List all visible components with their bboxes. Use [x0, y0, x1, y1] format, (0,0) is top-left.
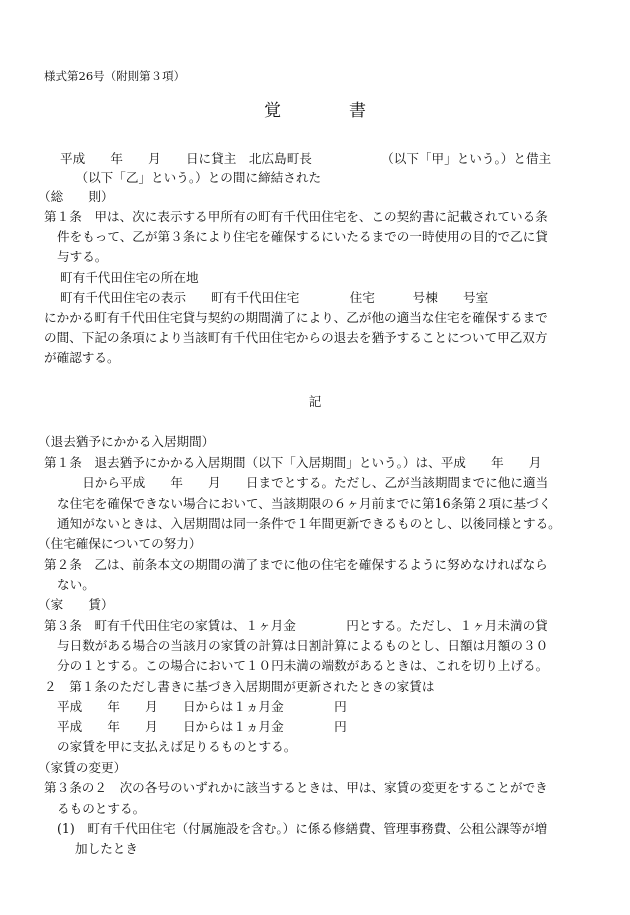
rent-line: 平成 年 月 日からは１ヵ月金 円	[57, 719, 347, 734]
article-line: 第１条 甲は、次に表示する甲所有の町有千代田住宅を、この契約書に記載されている条	[44, 209, 548, 224]
article-line: ２ 第１条のただし書きに基づき入居期間が更新されたときの家賃は	[44, 679, 435, 694]
section-heading: （退去猶予にかかる入居期間）	[38, 434, 215, 449]
article-line: 分の１とする。この場合において１０円未満の端数があるときは、これを切り上げる。	[57, 658, 549, 673]
rent-line: 平成 年 月 日からは１ヵ月金 円	[57, 699, 347, 714]
list-item: 加したとき	[75, 841, 138, 856]
article-line: 件をもって、乙が第３条により住宅を確保するにいたるまでの一時使用の目的で乙に貸	[57, 229, 548, 244]
article-line: 第２条 乙は、前条本文の期間の満了までに他の住宅を確保するように努めなければなら	[44, 557, 548, 572]
section-heading: （総 則）	[38, 189, 114, 204]
article-line: 第３条 町有千代田住宅の家賃は、１ヶ月金 円とする。ただし、１ヶ月未満の貸	[44, 618, 548, 633]
article-line: 第３条の２ 次の各号のいずれかに該当するときは、甲は、家賃の変更をすることができ	[44, 780, 548, 795]
article-line: 町有千代田住宅の所在地	[60, 270, 199, 285]
article-line: の家賃を甲に支払えば足りるものとする。	[57, 739, 297, 754]
article-line: るものとする。	[57, 801, 146, 816]
article-line: 第１条 退去猶予にかかる入居期間（以下「入居期間」という。）は、平成 年 月	[44, 455, 542, 470]
document-title: 覚 書	[264, 101, 366, 121]
intro-line: （以下「乙」という。）との間に締結された	[44, 170, 322, 185]
article-line: 通知がないときは、入居期間は同一条件で１年間更新できるものとし、以後同様とする。	[57, 516, 561, 531]
list-item: (1) 町有千代田住宅（付属施設を含む。）に係る修繕費、管理事務費、公租公課等が増	[57, 821, 548, 836]
article-line: 与する。	[57, 249, 108, 264]
article-line: 与日数がある場合の当該月の家賃の計算は日割計算によるものとし、日額は月額の３０	[57, 638, 549, 653]
intro-line: 平成 年 月 日に貸主 北広島町長 （以下「甲」という。）と借主	[60, 151, 552, 166]
article-line: 町有千代田住宅の表示 町有千代田住宅 住宅 号棟 号室	[60, 290, 489, 305]
article-line: な住宅を確保できない場合において、当該期限の６ヶ月前までに第16条第２項に基づく	[57, 496, 552, 511]
article-line: 日から平成 年 月 日までとする。ただし、乙が当該期間までに他に適当	[57, 475, 549, 490]
section-heading: （家賃の変更）	[38, 760, 127, 775]
article-line: ない。	[57, 577, 95, 592]
article-line: の間、下記の条項により当該町有千代田住宅からの退去を猶予することについて甲乙双方	[44, 330, 548, 345]
form-label: 様式第26号（附則第３項）	[44, 69, 186, 83]
section-heading: （住宅確保についての努力）	[38, 536, 202, 551]
article-line: にかかる町有千代田住宅貸与契約の期間満了により、乙が他の適当な住宅を確保するまで	[44, 310, 548, 325]
section-heading: （家 賃）	[38, 597, 114, 612]
ki-heading: 記	[308, 394, 322, 409]
article-line: が確認する。	[44, 350, 120, 365]
